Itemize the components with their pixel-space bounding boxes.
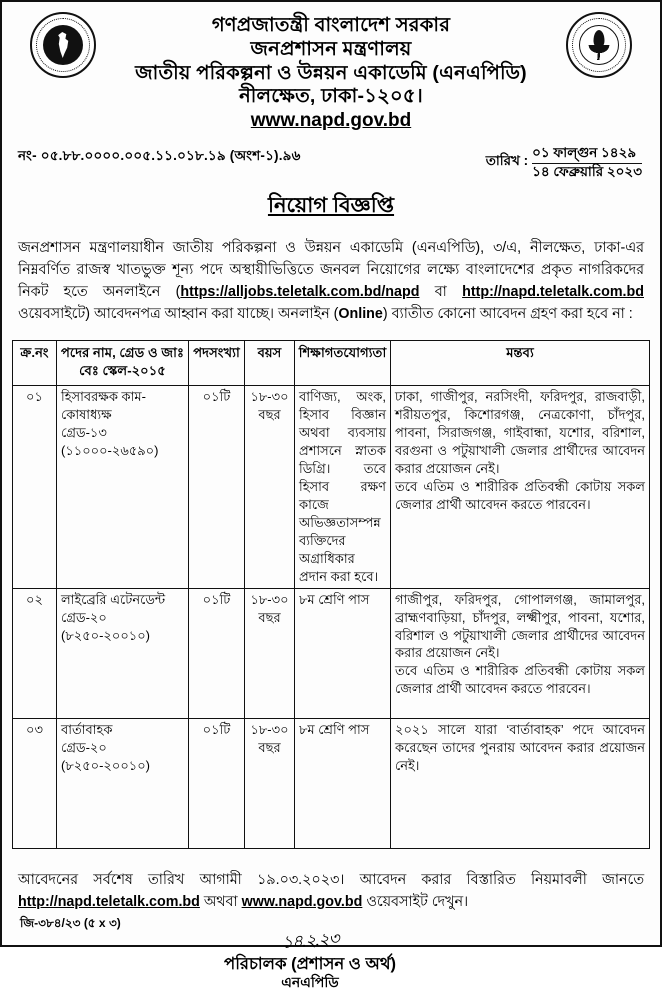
- cell-remarks: [391, 386, 650, 588]
- remarks-line-1: ঢাকা, গাজীপুর, নরসিংদী, ফরিদপুর, রাজবাড়ী, শরীয়তপুর, কিশোরগঞ্জ, নেত্রকোণা, চাঁদপুর, পাবনা, সিরাজগঞ্জ, গাইবান্ধা, যশোর, বরিশাল, বরগুনা ও পটুয়াখালী জেলার প্রার্থীদের আবেদন করার প্রয়োজন নেই।: [395, 389, 645, 477]
- footer-note: [12, 863, 650, 913]
- post-scale: (১১০০০-২৬৫৯০): [61, 443, 159, 459]
- ministry-name: জনপ্রশাসন মন্ত্রণালয়: [250, 37, 412, 60]
- cell-remarks: [391, 718, 650, 848]
- page-title: নিয়োগ বিজ্ঞপ্তি: [267, 193, 395, 217]
- intro-text-2: বা: [419, 283, 463, 300]
- header-post: পদের নাম, গ্রেড ও জাঃ বেঃ স্কেল-২০১৫: [57, 340, 189, 385]
- signer-organization: এনএপিডি: [281, 974, 339, 991]
- footer-text-1: আবেদনের সর্বশেষ তারিখ আগামী ১৯.০৩.২০২৩। আবেদন করার বিস্তারিত নিয়মাবলী জানতে: [18, 871, 644, 888]
- academy-name: জাতীয় পরিকল্পনা ও উন্নয়ন একাডেমি (এনএপিডি): [135, 61, 527, 84]
- cell-education: ৮ম শ্রেণি পাস: [295, 718, 391, 848]
- vacancy-table: [12, 340, 650, 849]
- cell-sl: ০৩: [13, 718, 57, 848]
- website-link[interactable]: www.napd.gov.bd: [250, 110, 412, 132]
- memo-line: [12, 145, 650, 181]
- header-vacancies: পদসংখ্যা: [189, 340, 245, 385]
- memo-date-english: ১৪ ফেব্রুয়ারি ২০২৩: [532, 164, 642, 179]
- post-scale: (৮২৫০-২০০১০): [61, 757, 151, 773]
- napd-institution-logo-icon: [566, 12, 632, 78]
- table-row: [13, 588, 650, 718]
- intro-text-1: জনপ্রশাসন মন্ত্রণালয়াধীন জাতীয় পরিকল্পনা ও উন্নয়ন একাডেমি (এনএপিডি), ৩/এ, নীলক্ষেত, ঢাকা-এর নিম্নবর্ণিত রাজস্ব খাতভুক্ত শূন্য পদে অস্থায়ীভিত্তিতে জনবল নিয়োগের লক্ষ্যে বাংলাদেশের প্রকৃত নাগরিকদের নিকট হতে অনলাইনে (: [18, 240, 644, 300]
- footer-text-3: ওয়েবসাইট দেখুন।: [362, 894, 469, 911]
- document-header: [12, 8, 650, 132]
- post-name: লাইব্রেরি এটেনডেন্ট: [61, 591, 166, 607]
- header-sl: ক্র.নং: [13, 340, 57, 385]
- cell-vacancies: ০১টি: [189, 386, 245, 588]
- cell-remarks: [391, 588, 650, 718]
- post-name: হিসাবরক্ষক কাম-কোষাধ্যক্ষ: [61, 389, 146, 423]
- alljobs-teletalk-link[interactable]: https://alljobs.teletalk.com.bd/napd: [180, 283, 420, 300]
- memo-date-label: তারিখ :: [485, 153, 529, 169]
- footer-napd-gov-link[interactable]: www.napd.gov.bd: [241, 894, 363, 911]
- signer-title: পরিচালক (প্রশাসন ও অর্থ): [224, 954, 396, 973]
- memo-date-group: [486, 145, 650, 181]
- cell-vacancies: ০১টি: [189, 718, 245, 848]
- memo-number: নং- ০৫.৮৮.০০০০.০০৫.১১.০১৮.১৯ (অংশ-১).৯৬: [18, 148, 301, 164]
- header-age: বয়স: [245, 340, 295, 385]
- print-code: জি-৩৮৪/২৩ (৫ x ৩): [20, 916, 121, 930]
- govt-name: গণপ্রজাতন্ত্রী বাংলাদেশ সরকার: [211, 14, 451, 36]
- post-grade: গ্রেড-২০: [61, 609, 107, 625]
- footer-text-2: অথবা: [199, 894, 242, 911]
- remarks-line-2: তবে এতিম ও শারীরিক প্রতিবন্ধী কোটায় সকল জেলার প্রার্থী আবেদন করতে পারবেন।: [395, 663, 645, 697]
- intro-paragraph: [12, 238, 650, 325]
- online-keyword: Online: [338, 305, 383, 322]
- cell-age: ১৮-৩০ বছর: [245, 386, 295, 588]
- header-remarks: মন্তব্য: [391, 340, 650, 385]
- post-scale: (৮২৫০-২০০১০): [61, 627, 151, 643]
- table-row: [13, 718, 650, 848]
- address-line: নীলক্ষেত, ঢাকা-১২০৫।: [239, 85, 423, 108]
- cell-post: [57, 718, 189, 848]
- cell-education: বাণিজ্য, অংক, হিসাব বিজ্ঞান অথবা ব্যবসায় প্রশাসনে স্নাতক ডিগ্রি। তবে হিসাব রক্ষণ কাজে অভিজ্ঞতাসম্পন্ন ব্যক্তিদের অগ্রাধিকার প্রদান করা হবে।: [295, 386, 391, 588]
- header-education: শিক্ষাগতযোগ্যতা: [295, 340, 391, 385]
- memo-date-bangla: ০১ ফাল্গুন ১৪২৯: [532, 145, 642, 164]
- footer-napd-teletalk-link[interactable]: http://napd.teletalk.com.bd: [18, 894, 200, 911]
- post-name: বার্তাবাহক: [61, 721, 113, 737]
- handwritten-signature: ১৪.২.২৩: [280, 928, 339, 952]
- cell-sl: ০২: [13, 588, 57, 718]
- signature-block: [12, 928, 650, 992]
- cell-education: ৮ম শ্রেণি পাস: [295, 588, 391, 718]
- cell-vacancies: ০১টি: [189, 588, 245, 718]
- intro-text-3: ওয়েবসাইটে) আবেদনপত্র আহ্বান করা যাচ্ছে। অনলাইন (: [18, 305, 339, 322]
- napd-teletalk-link[interactable]: http://napd.teletalk.com.bd: [462, 283, 644, 300]
- bangladesh-government-seal-icon: [30, 12, 96, 78]
- cell-post: [57, 588, 189, 718]
- remarks-line-1: গাজীপুর, ফরিদপুর, গোপালগঞ্জ, জামালপুর, ব্রাহ্মণবাড়িয়া, চাঁদপুর, লক্ষ্মীপুর, পাবনা, যশোর, বরিশাল ও পটুয়াখালী জেলার প্রার্থীদের আবেদন করার প্রয়োজন নেই।: [395, 591, 645, 661]
- cell-post: [57, 386, 189, 588]
- post-grade: গ্রেড-২০: [61, 739, 107, 755]
- intro-text-4: ) ব্যাতীত কোনো আবেদন গ্রহণ করা হবে না :: [382, 305, 633, 322]
- remarks-line-1: ২০২১ সালে যারা ‘বার্তাবাহক’ পদে আবেদন করেছেন তাদের পুনরায় আবেদন করার প্রয়োজন নেই।: [395, 721, 645, 773]
- post-grade: গ্রেড-১৩: [61, 425, 107, 441]
- cell-sl: ০১: [13, 386, 57, 588]
- cell-age: ১৮-৩০ বছর: [245, 718, 295, 848]
- remarks-line-2: তবে এতিম ও শারীরিক প্রতিবন্ধী কোটায় সকল জেলার প্রার্থী আবেদন করতে পারবেন।: [395, 479, 645, 512]
- table-header-row: [13, 340, 650, 385]
- cell-age: ১৮-৩০ বছর: [245, 588, 295, 718]
- table-row: [13, 386, 650, 588]
